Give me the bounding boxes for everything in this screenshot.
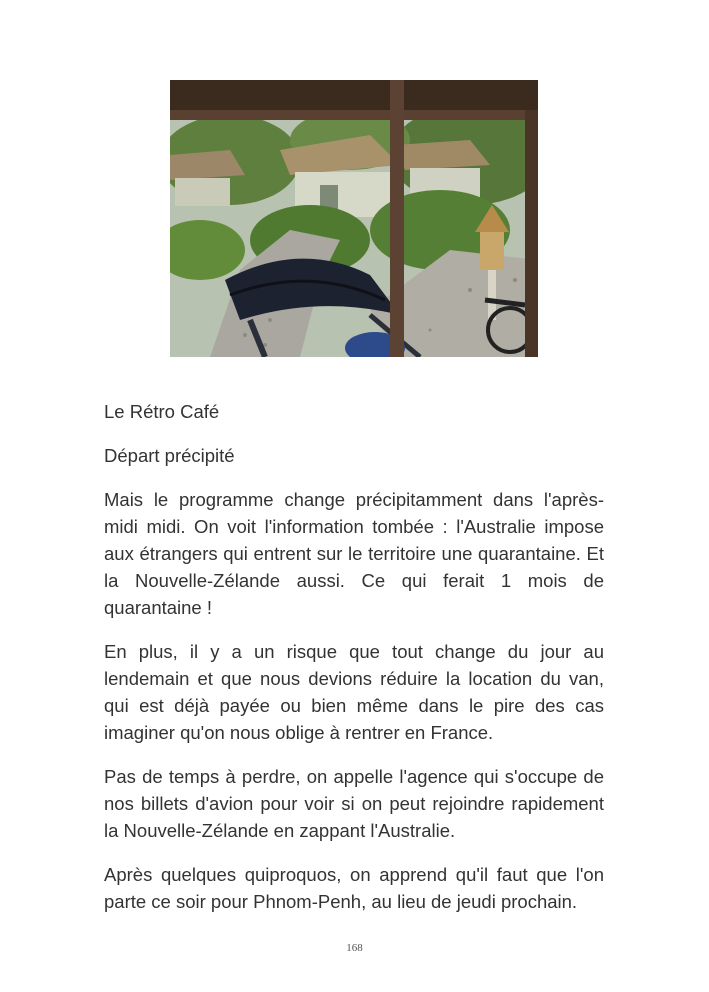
paragraph: Pas de temps à perdre, on appelle l'agence qui s'occupe de nos billets d'avion pour voir si on peut rejoindre rapidement la Nouvelle-Zélande en zappant l'Australie.	[104, 766, 604, 841]
section-title: Le Rétro Café	[104, 401, 220, 422]
garden-photo	[170, 80, 538, 357]
paragraph: Après quelques quiproquos, on apprend qu'il faut que l'on parte ce soir pour Phnom-Penh, au lieu de jeudi prochain.	[104, 864, 604, 912]
paragraph: Mais le programme change précipitamment dans l'après-midi midi. On voit l'information tombée : l'Australie impose aux étrangers qui entrent sur le territoire une quarantaine. Et la Nouvelle-Zélande aussi. Ce qui ferait 1 mois de quarantaine !	[104, 489, 604, 618]
page-text	[104, 398, 604, 932]
paragraph: En plus, il y a un risque que tout change du jour au lendemain et que nous devions réduire la location du van, qui est déjà payée ou bien même dans le pire des cas imaginer qu'on nous oblige à rentrer en France.	[104, 641, 604, 743]
section-subtitle: Départ précipité	[104, 445, 235, 466]
page-number: 168	[346, 942, 363, 954]
